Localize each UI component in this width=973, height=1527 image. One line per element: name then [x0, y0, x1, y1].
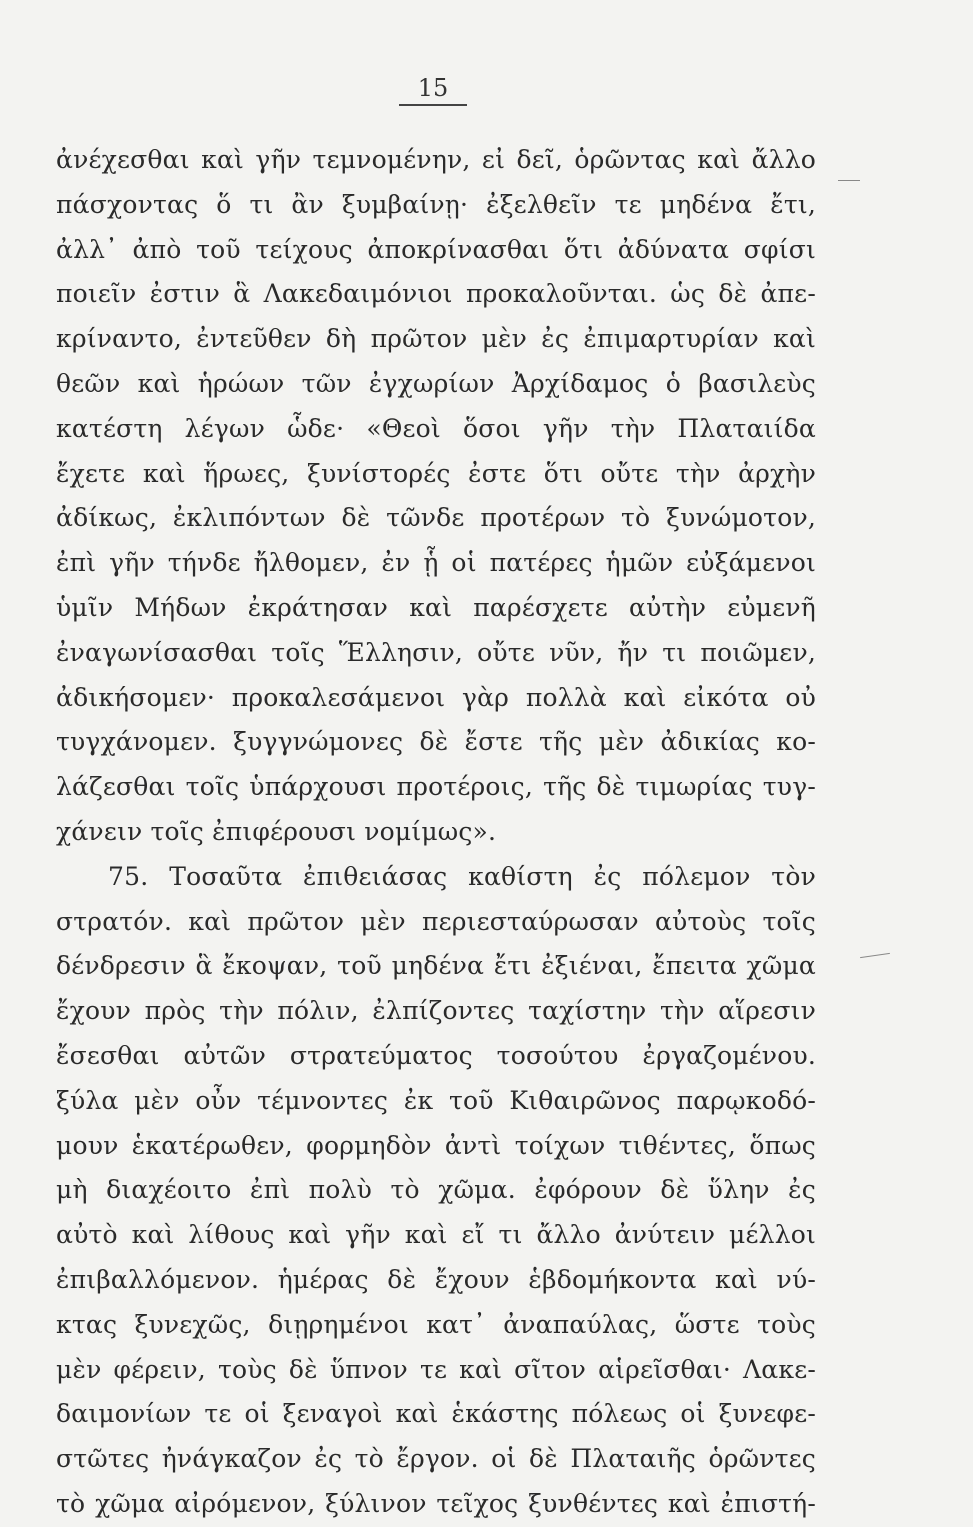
- text-line: ἐπιβαλλόμενον. ἡμέρας δὲ ἔχουν ἑβδομήκοντα καὶ νύ-: [56, 1264, 816, 1294]
- text-line: τὸ χῶμα αἰρόμενον, ξύλινον τεῖχος ξυνθέντες καὶ ἐπιστή-: [56, 1488, 816, 1518]
- text-line: στῶτες ἠνάγκαζον ἐς τὸ ἔργον. οἱ δὲ Πλαταιῆς ὁρῶντες: [56, 1444, 816, 1474]
- page-number-rule: [399, 104, 467, 106]
- page-number: 15: [417, 74, 449, 102]
- body-text: [56, 138, 816, 1527]
- text-line: μουν ἑκατέρωθεν, φορμηδὸν ἀντὶ τοίχων τιθέντες, ὅπως: [56, 1130, 816, 1160]
- text-line: μὴ διαχέοιτο ἐπὶ πολὺ τὸ χῶμα. ἐφόρουν δὲ ὕλην ἐς: [56, 1175, 816, 1205]
- text-line: δένδρεσιν ἃ ἔκοψαν, τοῦ μηδένα ἔτι ἐξιέναι, ἔπειτα χῶμα: [56, 951, 816, 981]
- text-line: ἐναγωνίσασθαι τοῖς Ἕλλησιν, οὔτε νῦν, ἤν τι ποιῶμεν,: [56, 637, 816, 667]
- text-line: ἀδίκως, ἐκλιπόντων δὲ τῶνδε προτέρων τὸ ξυνώμοτον,: [56, 503, 816, 533]
- text-line: ἀδικήσομεν· προκαλεσάμενοι γὰρ πολλὰ καὶ εἰκότα οὐ: [56, 682, 816, 712]
- margin-pencil-stroke: [860, 953, 890, 958]
- text-line: ἔσεσθαι αὐτῶν στρατεύματος τοσούτου ἐργαζομένου.: [56, 1040, 816, 1070]
- text-line: τυγχάνομεν. ξυγγνώμονες δὲ ἔστε τῆς μὲν ἀδικίας κο-: [56, 727, 816, 757]
- text-line: ἔχετε καὶ ἥρωες, ξυνίστορές ἐστε ὅτι οὔτε τὴν ἀρχὴν: [56, 458, 816, 488]
- text-line: ξύλα μὲν οὖν τέμνοντες ἐκ τοῦ Κιθαιρῶνος παρῳκοδό-: [56, 1085, 816, 1115]
- text-line: κατέστη λέγων ὧδε· «Θεοὶ ὅσοι γῆν τὴν Πλαταιίδα: [56, 413, 816, 443]
- text-line: ἀλλ᾽ ἀπὸ τοῦ τείχους ἀποκρίνασθαι ὅτι ἀδύνατα σφίσι: [56, 234, 816, 264]
- text-line: ἀνέχεσθαι καὶ γῆν τεμνομένην, εἰ δεῖ, ὁρῶντας καὶ ἄλλο: [56, 145, 816, 174]
- text-line: μὲν φέρειν, τοὺς δὲ ὕπνον τε καὶ σῖτον αἱρεῖσθαι· Λακε-: [56, 1354, 816, 1384]
- text-line: ἔχουν πρὸς τὴν πόλιν, ἐλπίζοντες ταχίστην τὴν αἵρεσιν: [56, 996, 816, 1026]
- text-line: κτας ξυνεχῶς, διῃρημένοι κατ᾽ ἀναπαύλας, ὥστε τοὺς: [56, 1309, 816, 1339]
- text-line: θεῶν καὶ ἡρώων τῶν ἐγχωρίων Ἀρχίδαμος ὁ βασιλεὺς: [56, 368, 816, 398]
- text-line: ὑμῖν Μήδων ἐκράτησαν καὶ παρέσχετε αὐτὴν εὐμενῆ: [56, 592, 816, 622]
- text-line: στρατόν. καὶ πρῶτον μὲν περιεσταύρωσαν αὐτοὺς τοῖς: [56, 906, 816, 936]
- section-75-start: 75. Τοσαῦτα ἐπιθειάσας καθίστη ἐς πόλεμον τὸν: [108, 861, 816, 891]
- text-line: πάσχοντας ὅ τι ἂν ξυμβαίνῃ· ἐξελθεῖν τε μηδένα ἔτι,: [56, 189, 816, 219]
- text-line: ἐπὶ γῆν τήνδε ἤλθομεν, ἐν ᾗ οἱ πατέρες ἡμῶν εὐξάμενοι: [56, 548, 816, 578]
- text-line: ποιεῖν ἐστιν ἃ Λακεδαιμόνιοι προκαλοῦνται. ὡς δὲ ἀπε-: [56, 279, 816, 309]
- text-line: λάζεσθαι τοῖς ὑπάρχουσι προτέροις, τῆς δὲ τιμωρίας τυγ-: [56, 772, 816, 802]
- margin-mark: [838, 180, 860, 181]
- text-line: χάνειν τοῖς ἐπιφέρουσι νομίμως».: [56, 816, 497, 846]
- text-line: αὐτὸ καὶ λίθους καὶ γῆν καὶ εἴ τι ἄλλο ἀνύτειν μέλλοι: [56, 1220, 816, 1250]
- text-line: κρίναντο, ἐντεῦθεν δὴ πρῶτον μὲν ἐς ἐπιμαρτυρίαν καὶ: [56, 324, 816, 354]
- text-line: δαιμονίων τε οἱ ξεναγοὶ καὶ ἑκάστης πόλεως οἱ ξυνεφε-: [56, 1399, 816, 1429]
